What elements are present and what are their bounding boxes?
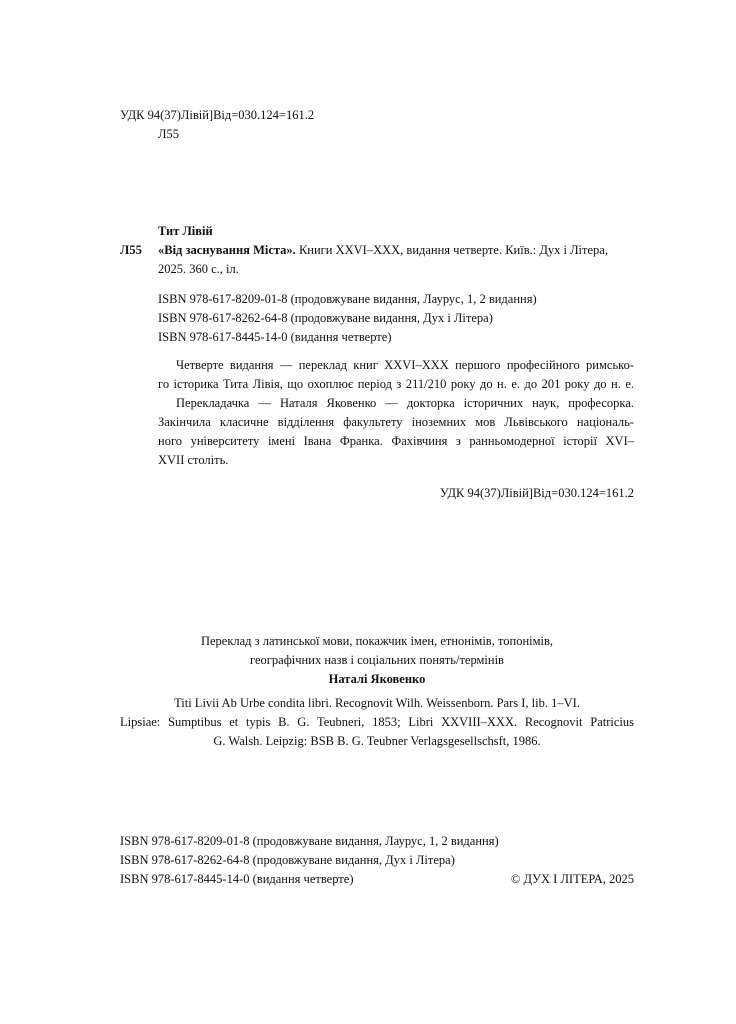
record-line-1 bbox=[158, 241, 634, 260]
isbn-line: ISBN 978-617-8445-14-0 (видання четверте) bbox=[120, 872, 354, 886]
copyright: © ДУХ І ЛІТЕРА, 2025 bbox=[510, 872, 634, 886]
udk-code-right: УДК 94(37)Лівій]Від=030.124=161.2 bbox=[439, 486, 634, 500]
translation-line: Переклад з латинської мови, покажчик імен, етнонімів, топонімів, bbox=[200, 634, 554, 648]
author-sign: Л55 bbox=[158, 127, 179, 141]
abstract-line: Закінчила класичне відділення факультету іноземних мов Львівського національ- bbox=[158, 415, 634, 429]
abstract-line: го історика Тита Лівія, що охоплює період з 211/210 року до н. е. до 201 року до н. е. bbox=[158, 377, 634, 391]
original-line: Titi Livii Ab Urbe condita libri. Recognovit Wilh. Weissenborn. Pars I, lib. 1–VI. bbox=[174, 696, 580, 710]
abstract-line: Перекладачка — Наталя Яковенко — докторка історичних наук, професорка. bbox=[176, 396, 634, 410]
record-line-2: 2025. 360 с., іл. bbox=[158, 262, 239, 276]
isbn-line: ISBN 978-617-8262-64-8 (продовжуване видання, Дух і Літера) bbox=[158, 311, 493, 325]
isbn-list-top bbox=[158, 290, 537, 347]
translation-line: географічних назв і соціальних понять/термінів bbox=[250, 653, 504, 667]
author-name: Тит Лівій bbox=[158, 224, 213, 238]
abstract-line: XVII століть. bbox=[158, 453, 229, 467]
isbn-line: ISBN 978-617-8209-01-8 (продовжуване видання, Лаурус, 1, 2 видання) bbox=[120, 834, 499, 848]
isbn-line: ISBN 978-617-8209-01-8 (продовжуване видання, Лаурус, 1, 2 видання) bbox=[158, 292, 537, 306]
abstract bbox=[158, 356, 634, 470]
translator-name: Наталі Яковенко bbox=[328, 672, 426, 686]
record-sign: Л55 bbox=[120, 243, 142, 257]
isbn-line: ISBN 978-617-8262-64-8 (продовжуване видання, Дух і Літера) bbox=[120, 853, 455, 867]
original-line: Lipsiae: Sumptibus et typis B. G. Teubneri, 1853; Libri XXVIII–XXX. Recognovit Patricius bbox=[120, 715, 634, 729]
udk-code: УДК 94(37)Лівій]Від=030.124=161.2 bbox=[120, 108, 315, 122]
original-edition bbox=[120, 694, 634, 751]
record-details: Книги XXVI–XXX, видання четверте. Київ.: Дух і Літера, bbox=[295, 243, 608, 257]
abstract-line: ного університету імені Івана Франка. Фахівчиня з ранньомодерної історії XVI– bbox=[158, 434, 634, 448]
translation-credits bbox=[120, 632, 634, 689]
abstract-line: Четверте видання — переклад книг XXVI–XXX першого професійного римсько- bbox=[176, 358, 634, 372]
original-line: G. Walsh. Leipzig: BSB B. G. Teubner Verlagsgesellschsft, 1986. bbox=[213, 734, 541, 748]
isbn-line: ISBN 978-617-8445-14-0 (видання четверте) bbox=[158, 330, 392, 344]
book-title: «Від заснування Міста». bbox=[158, 243, 296, 257]
